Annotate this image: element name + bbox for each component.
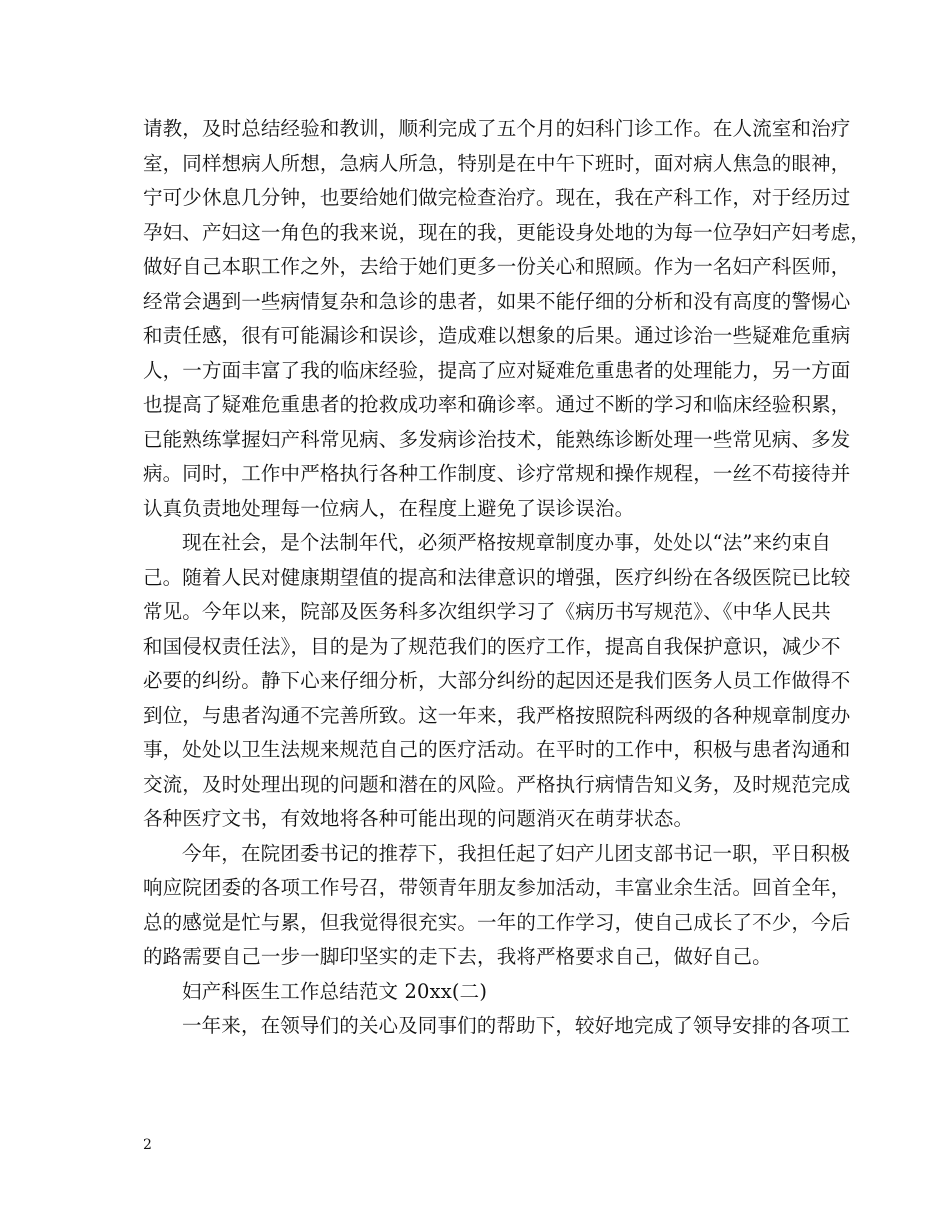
paragraph-start-line: 今年，在院团委书记的推荐下，我担任起了妇产儿团支部书记一职，平日积极 [182, 841, 851, 865]
text-line: 病。同时，工作中严格执行各种工作制度、诊疗常规和操作规程，一丝不苟接待并 [143, 462, 851, 485]
text-line: 常见。今年以来，院部及医务科多次组织学习了《病历书写规范》、《中华人民共 [143, 600, 831, 623]
text-line: 的路需要自己一步一脚印坚实的走下去，我将严格要求自己，做好自己。 [143, 945, 772, 968]
text-line: 必要的纠纷。静下心来仔细分析，大部分纠纷的起因还是我们医务人员工作做得不 [143, 669, 851, 692]
paragraph-start-line: 现在社会，是个法制年代，必须严格按规章制度办事，处处以“法”来约束自 [182, 531, 832, 554]
text-line: 各种医疗文书，有效地将各种可能出现的问题消灭在萌芽状态。 [143, 807, 694, 830]
page-number: 2 [143, 1137, 152, 1153]
text-line: 请教，及时总结经验和教训，顺利完成了五个月的妇科门诊工作。在人流室和治疗 [143, 117, 851, 140]
section-heading: 妇产科医生工作总结范文 20xx(二) [182, 979, 488, 1003]
text-line: 孕妇、产妇这一角色的我来说，现在的我，更能设身处地的为每一位孕妇产妇考虑， [143, 220, 871, 244]
text-line: 和国侵权责任法》，目的是为了规范我们的医疗工作，提高自我保护意识，减少不 [143, 634, 841, 658]
text-line: 响应院团委的各项工作号召，带领青年朋友参加活动，丰富业余生活。回首全年， [143, 876, 851, 899]
paragraph-start-line: 一年来，在领导们的关心及同事们的帮助下，较好地完成了领导安排的各项工 [182, 1014, 851, 1037]
text-line: 事，处处以卫生法规来规范自己的医疗活动。在平时的工作中，积极与患者沟通和 [143, 738, 851, 761]
text-line: 也提高了疑难危重患者的抢救成功率和确诊率。通过不断的学习和临床经验积累， [143, 393, 851, 416]
text-line: 做好自己本职工作之外，去给于她们更多一份关心和照顾。作为一名妇产科医师， [143, 255, 851, 278]
text-line: 和责任感，很有可能漏诊和误诊，造成难以想象的后果。通过诊治一些疑难危重病 [143, 324, 851, 347]
text-line: 己。随着人民对健康期望值的提高和法律意识的增强，医疗纠纷在各级医院已比较 [143, 565, 851, 589]
text-line: 室，同样想病人所想，急病人所急，特别是在中午下班时，面对病人焦急的眼神， [143, 151, 851, 175]
text-line: 到位，与患者沟通不完善所致。这一年来，我严格按照院科两级的各种规章制度办 [143, 703, 851, 727]
body-text [143, 112, 871, 1044]
text-line: 人，一方面丰富了我的临床经验，提高了应对疑难危重患者的处理能力，另一方面 [143, 358, 851, 382]
text-line: 认真负责地处理每一位病人，在程度上避免了误诊误治。 [143, 496, 635, 520]
text-line: 经常会遇到一些病情复杂和急诊的患者，如果不能仔细的分析和没有高度的警惕心 [143, 289, 851, 313]
text-line: 已能熟练掌握妇产科常见病、多发病诊治技术，能熟练诊断处理一些常见病、多发 [143, 427, 851, 451]
text-line: 总的感觉是忙与累，但我觉得很充实。一年的工作学习，使自己成长了不少，今后 [143, 910, 851, 934]
text-line: 交流，及时处理出现的问题和潜在的风险。严格执行病情告知义务，及时规范完成 [143, 772, 851, 796]
text-line: 宁可少休息几分钟，也要给她们做完检查治疗。现在，我在产科工作，对于经历过 [143, 186, 851, 209]
